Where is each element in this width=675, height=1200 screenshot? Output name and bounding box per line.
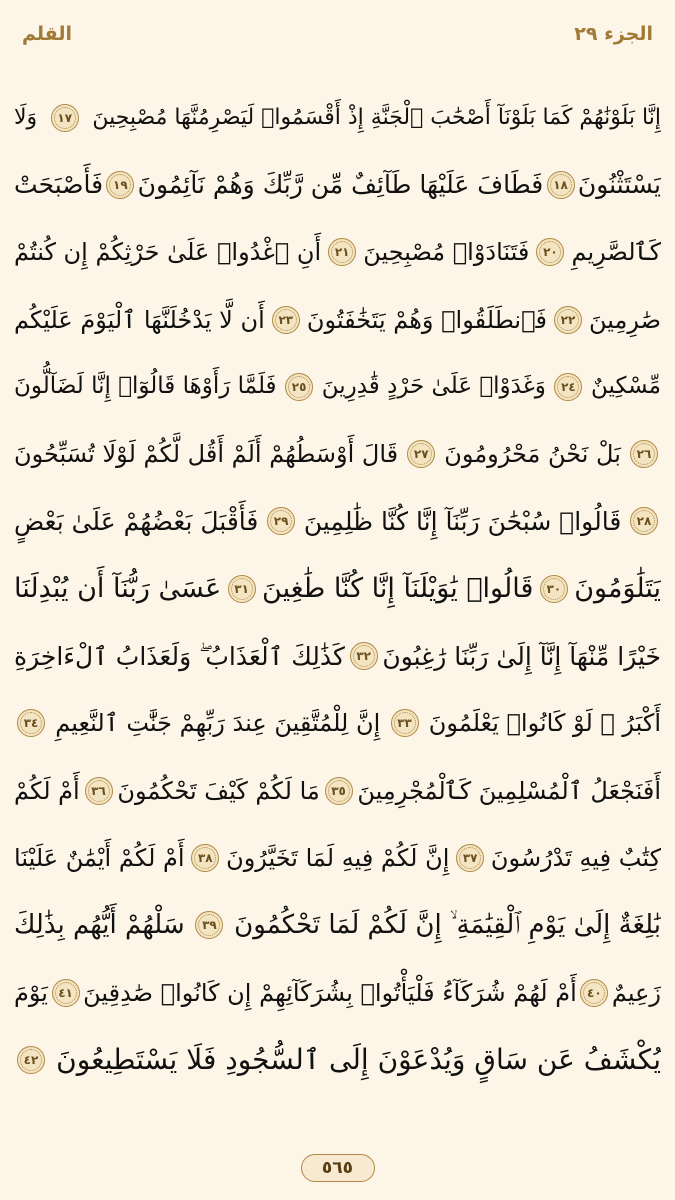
text-line: [14, 892, 661, 959]
verse-text: كِتَٰبٌ فِيهِ تَدْرُسُونَ: [490, 843, 661, 872]
ayah-number-marker: ٤٠: [580, 979, 608, 1007]
verse-text: إِنَّا بَلَوْنَٰهُمْ كَمَا بَلَوْنَآ أَصْحَٰبَ ٱلْجَنَّةِ إِذْ أَقْسَمُوا۟ لَيَصْرِمُنَّهَا مُصْبِحِينَ: [92, 104, 661, 130]
verse-text: مِّسْكِينٌ: [591, 373, 661, 400]
ayah-number-marker: ٢٤: [554, 373, 582, 401]
verse-text: فَأَصْبَحَتْ: [14, 170, 104, 200]
text-line: [14, 286, 661, 353]
ayah-number-marker: ٢٥: [285, 373, 313, 401]
verse-text: أَمْ لَكُمْ أَيْمَٰنٌ عَلَيْنَا: [14, 843, 185, 872]
ayah-number-marker: ٢١: [328, 238, 356, 266]
ayah-number-marker: ٢٦: [630, 440, 658, 468]
text-line: [14, 622, 661, 689]
ayah-number-marker: ٣٣: [391, 709, 419, 737]
verse-text: أَن لَّا يَدْخُلَنَّهَا ٱلْيَوْمَ عَلَيْكُم: [14, 305, 265, 334]
verse-text: فَٱنطَلَقُوا۟ وَهُمْ يَتَخَٰفَتُونَ: [306, 305, 547, 334]
verse-text: كَٱلصَّرِيمِ: [571, 238, 661, 267]
verse-text: فَلَمَّا رَأَوْهَا قَالُوٓا۟ إِنَّا لَضَآلُّونَ: [14, 373, 277, 400]
verse-text: يَوْمَ: [14, 978, 48, 1007]
page-header: [22, 14, 653, 54]
quran-text: [14, 84, 661, 1094]
ayah-number-marker: ٣٠: [540, 575, 568, 603]
verse-text: مَا لَكُمْ كَيْفَ تَحْكُمُونَ: [117, 776, 320, 805]
verse-text: كَذَٰلِكَ ٱلْعَذَابُ ۖ وَلَعَذَابُ ٱلْءَاخِرَةِ: [14, 641, 345, 671]
page-footer: [0, 1154, 675, 1182]
text-line: [14, 1026, 661, 1093]
text-line: [14, 84, 661, 151]
ayah-number-marker: ٢٨: [630, 507, 658, 535]
surah-name: القلم: [22, 23, 72, 45]
verse-text: صَٰرِمِينَ: [589, 305, 661, 334]
verse-text: أَفَنَجْعَلُ ٱلْمُسْلِمِينَ كَٱلْمُجْرِمِينَ: [357, 776, 661, 805]
text-line: [14, 151, 661, 218]
ayah-number-marker: ١٧: [51, 104, 79, 132]
text-line: [14, 757, 661, 824]
verse-text: أَمْ لَهُمْ شُرَكَآءُ فَلْيَأْتُوا۟ بِشُرَكَآئِهِمْ إِن كَانُوا۟ صَٰدِقِينَ: [83, 978, 577, 1007]
ayah-number-marker: ١٩: [106, 171, 134, 199]
ayah-number-marker: ٣٥: [325, 777, 353, 805]
verse-text: زَعِيمٌ: [611, 978, 661, 1007]
ayah-number-marker: ٣٧: [456, 844, 484, 872]
verse-text: بَٰلِغَةٌ إِلَىٰ يَوْمِ ٱلْقِيَٰمَةِ ۙ إِنَّ لَكُمْ لَمَا تَحْكُمُونَ: [234, 910, 661, 941]
text-line: [14, 488, 661, 555]
verse-text: وَغَدَوْا۟ عَلَىٰ حَرْدٍ قَٰدِرِينَ: [321, 373, 546, 400]
text-line: [14, 219, 661, 286]
ayah-number-marker: ٣٢: [350, 642, 378, 670]
ayah-number-marker: ٢٧: [407, 440, 435, 468]
text-line: [14, 824, 661, 891]
verse-text: إِنَّ لِلْمُتَّقِينَ عِندَ رَبِّهِمْ جَنَّٰتِ ٱلنَّعِيمِ: [55, 709, 381, 738]
text-line: [14, 420, 661, 487]
text-line: [14, 690, 661, 757]
verse-text: يَسْتَثْنُونَ: [577, 170, 661, 200]
verse-text: يَتَلَٰوَمُونَ: [574, 573, 661, 605]
juz-label: الجزء ٢٩: [574, 23, 653, 45]
verse-text: بَلْ نَحْنُ مَحْرُومُونَ: [444, 440, 621, 469]
ayah-number-marker: ٤١: [52, 979, 80, 1007]
verse-text: أَكْبَرُ ۚ لَوْ كَانُوا۟ يَعْلَمُونَ: [428, 709, 661, 738]
verse-text: خَيْرًا مِّنْهَآ إِنَّآ إِلَىٰ رَبِّنَا رَٰغِبُونَ: [382, 641, 661, 671]
verse-text: وَلَا: [14, 104, 38, 130]
verse-text: يُكْشَفُ عَن سَاقٍ وَيُدْعَوْنَ إِلَى ٱلسُّجُودِ فَلَا يَسْتَطِيعُونَ: [56, 1042, 661, 1076]
verse-text: قَالَ أَوْسَطُهُمْ أَلَمْ أَقُل لَّكُمْ لَوْلَا تُسَبِّحُونَ: [14, 440, 399, 469]
ayah-number-marker: ٣٨: [191, 844, 219, 872]
ayah-number-marker: ٢٠: [536, 238, 564, 266]
text-line: [14, 555, 661, 622]
text-line: [14, 959, 661, 1026]
verse-text: سَلْهُمْ أَيُّهُم بِذَٰلِكَ: [14, 910, 185, 941]
ayah-number-marker: ٢٢: [554, 306, 582, 334]
ayah-number-marker: ٢٩: [267, 507, 295, 535]
verse-text: قَالُوا۟ يَٰوَيْلَنَآ إِنَّا كُنَّا طَٰغِينَ: [262, 573, 534, 605]
verse-text: أَمْ لَكُمْ: [14, 776, 80, 805]
verse-text: قَالُوا۟ سُبْحَٰنَ رَبِّنَآ إِنَّا كُنَّا ظَٰلِمِينَ: [303, 506, 622, 536]
ayah-number-marker: ٣١: [228, 575, 256, 603]
ayah-number-marker: ٣٩: [195, 911, 223, 939]
ayah-number-marker: ٤٢: [17, 1046, 45, 1074]
text-line: [14, 353, 661, 420]
ayah-number-marker: ٣٤: [17, 709, 45, 737]
verse-text: فَتَنَادَوْا۟ مُصْبِحِينَ: [363, 238, 530, 267]
verse-text: عَسَىٰ رَبُّنَآ أَن يُبْدِلَنَا: [14, 573, 222, 605]
ayah-number-marker: ٣٦: [85, 777, 113, 805]
ayah-number-marker: ٢٣: [272, 306, 300, 334]
ayah-number-marker: ١٨: [547, 171, 575, 199]
verse-text: فَأَقْبَلَ بَعْضُهُمْ عَلَىٰ بَعْضٍ: [14, 506, 259, 536]
verse-text: إِنَّ لَكُمْ فِيهِ لَمَا تَخَيَّرُونَ: [226, 843, 450, 872]
page-number-badge: ٥٦٥: [301, 1154, 375, 1182]
verse-text: أَنِ ٱغْدُوا۟ عَلَىٰ حَرْثِكُمْ إِن كُنتُمْ: [14, 238, 322, 267]
verse-text: فَطَافَ عَلَيْهَا طَآئِفٌ مِّن رَّبِّكَ وَهُمْ نَآئِمُونَ: [137, 170, 544, 200]
